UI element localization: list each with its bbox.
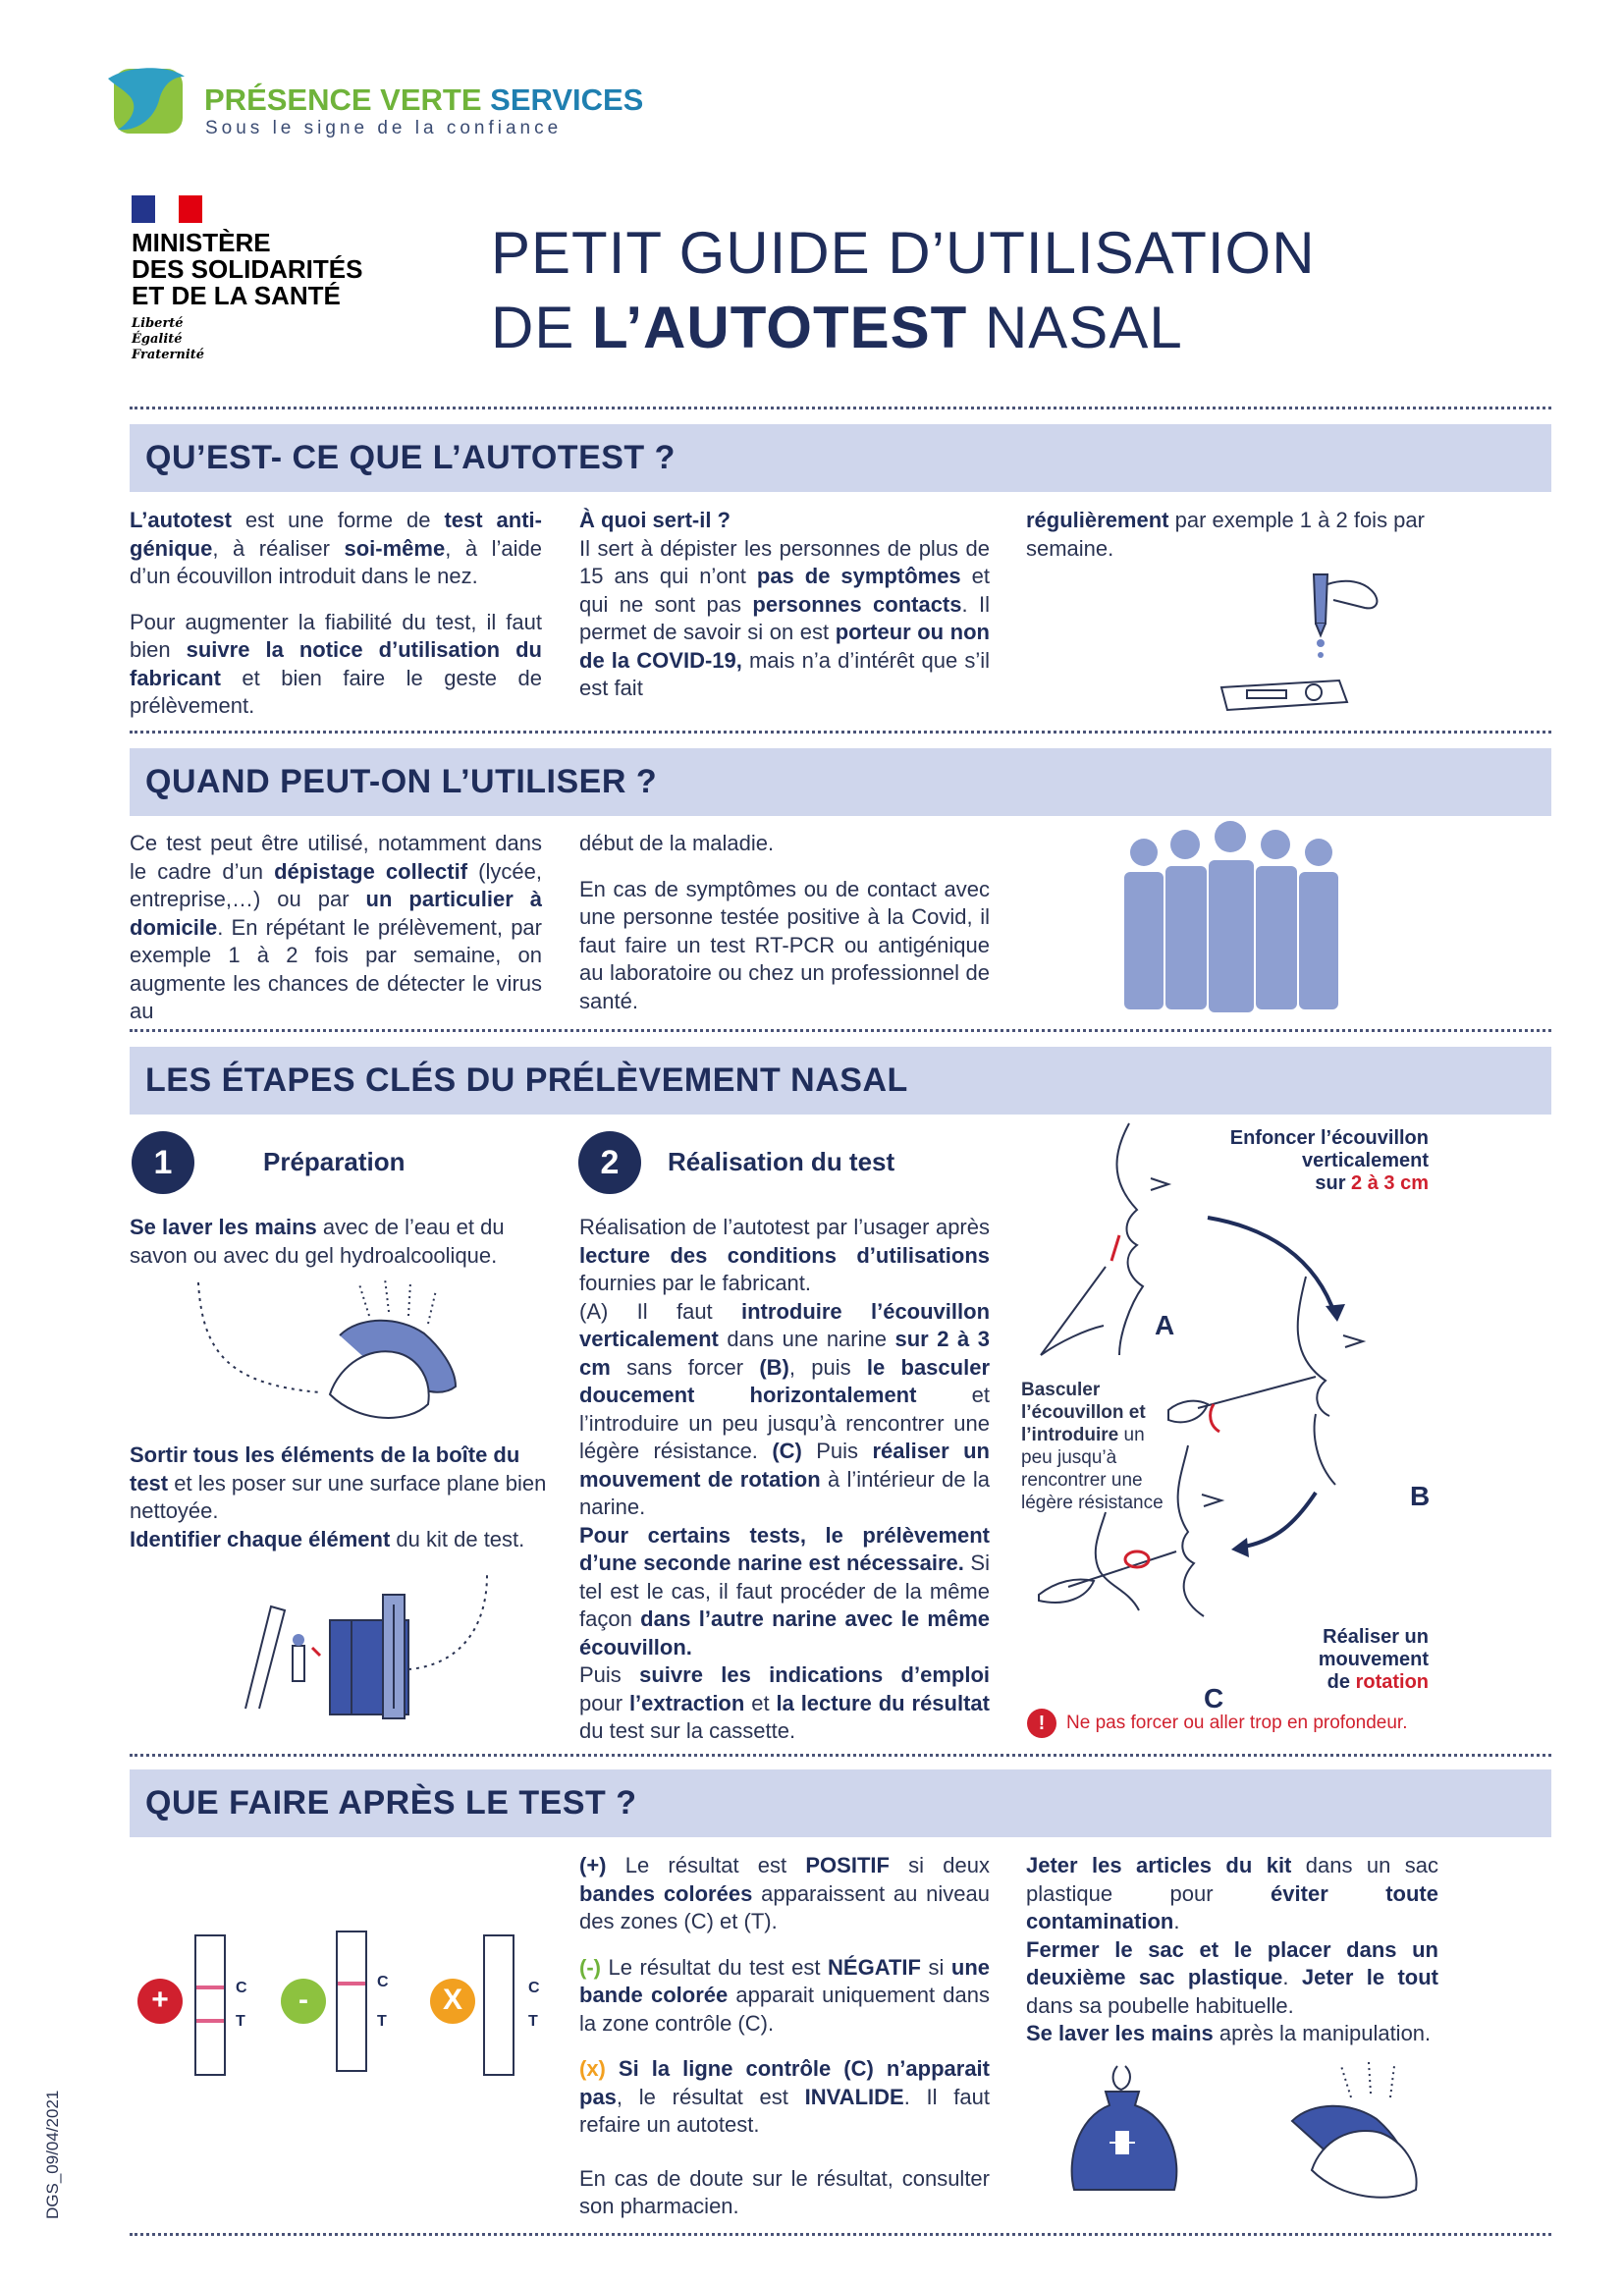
- figure-note-line: mouvement: [1318, 1649, 1429, 1670]
- step-1-number: 1: [132, 1131, 194, 1194]
- warning-icon: !: [1027, 1709, 1056, 1738]
- invalid-icon: X: [430, 1979, 475, 2024]
- step-2-title: Réalisation du test: [668, 1147, 895, 1176]
- section-heading: LES ÉTAPES CLÉS DU PRÉLÈVEMENT NASAL: [130, 1047, 1551, 1115]
- figure-note-insert: [1168, 1127, 1429, 1195]
- control-label: C: [377, 1974, 389, 1990]
- s1-subheading: À quoi sert-il ?: [579, 508, 731, 532]
- paragraph: Il sert à dépister les personnes de plus de 15 ans qui n’ont pas de symptômes et qui ne sont pas personnes contacts. Il permet de savoir si on est porteur ou non de la COVID-19, mais n’a d’intérêt que s’il est fait: [579, 535, 990, 700]
- title-line-2: [491, 291, 1316, 365]
- presence-verte-logo-icon: [104, 61, 190, 139]
- ministry-name: [132, 230, 362, 309]
- figure-note-line: Réaliser un: [1323, 1626, 1429, 1648]
- step-1-title: Préparation: [263, 1147, 406, 1176]
- divider: [130, 2233, 1551, 2236]
- section-heading: QUAND PEUT-ON L’UTILISER ?: [130, 748, 1551, 816]
- figure-note-line: sur 2 à 3 cm: [1315, 1172, 1429, 1194]
- section-heading: QUE FAIRE APRÈS LE TEST ?: [130, 1769, 1551, 1837]
- result-positive: (+) Le résultat est POSITIF si deux bandes colorées apparaissent au niveau des zones (C) et (T).: [579, 1853, 990, 1933]
- figure-label-b: B: [1410, 1481, 1431, 1511]
- warning-text: Ne pas forcer ou aller trop en profondeur.: [1066, 1713, 1408, 1733]
- divider: [130, 1029, 1551, 1032]
- french-flag-icon: [132, 195, 202, 223]
- figure-note-line: Enfoncer l’écouvillon: [1229, 1127, 1429, 1149]
- test-cassette-dropper-icon: [1218, 565, 1429, 722]
- s4-col-2: [579, 1852, 990, 2239]
- figure-note-line: de rotation: [1326, 1671, 1429, 1693]
- s2-col-2: [579, 830, 990, 1033]
- section-heading: QU’EST- CE QUE L’AUTOTEST ?: [130, 424, 1551, 492]
- figure-note-tilt: Basculer l’écouvillon et l’introduire un peu jusqu’à rencontrer une légère résistance: [1021, 1380, 1164, 1513]
- motto-line: Fraternité: [132, 348, 205, 362]
- s1-col-1: [130, 507, 542, 738]
- divider: [130, 731, 1551, 734]
- motto-line: Égalité: [132, 332, 183, 347]
- test-kit-items-icon: [242, 1571, 507, 1718]
- result-invalid: (x) Si la ligne contrôle (C) n’apparait pas, le résultat est INVALIDE. Il faut refaire un autotest.: [579, 2056, 990, 2137]
- negative-icon: -: [281, 1979, 326, 2024]
- brand-tagline: Sous le signe de la confiance: [205, 118, 563, 138]
- ministry-line: ET DE LA SANTÉ: [132, 281, 341, 310]
- result-negative: (-) Le résultat du test est NÉGATIF si une bande colorée apparait uniquement dans la zone contrôle (C).: [579, 1954, 990, 2036]
- title-prefix: DE: [491, 295, 593, 360]
- paragraph: En cas de symptômes ou de contact avec une personne testée positive à la Covid, il faut faire un test RT-PCR ou antigénique au laboratoire ou chez un professionnel de santé.: [579, 876, 990, 1013]
- step-1-text-a: Se laver les mains avec de l’eau et du savon ou avec du gel hydroalcoolique.: [130, 1215, 505, 1268]
- title-line-1: PETIT GUIDE D’UTILISATION: [491, 220, 1316, 286]
- control-line: [196, 1986, 224, 1989]
- brand-name: [204, 82, 643, 118]
- control-label: C: [528, 1980, 540, 1996]
- s2-col-1: Ce test peut être utilisé, notamment dans le cadre d’un dépistage collectif (lycée, entreprise,…) ou par un particulier à domicile. En répétant le prélèvement, par exemple 1 à 2 fois par semaine, on augmente les chances de détecter le virus au: [130, 831, 542, 1023]
- divider: [130, 407, 1551, 409]
- positive-icon: +: [137, 1979, 183, 2024]
- s1-col-2: [579, 507, 990, 703]
- test-label: T: [377, 2013, 387, 2030]
- paragraph: L’autotest est une forme de test anti-génique, à réaliser soi-même, à l’aide d’un écouvillon introduit dans le nez.: [130, 508, 542, 588]
- paragraph: début de la maladie.: [579, 831, 775, 855]
- step-2-number: 2: [578, 1131, 641, 1194]
- ministry-motto: [132, 316, 204, 363]
- paragraph: Pour augmenter la fiabilité du test, il faut bien suivre la notice d’utilisation du fabricant et bien faire le geste de prélèvement.: [130, 609, 542, 718]
- title-suffix: NASAL: [967, 295, 1183, 360]
- negative-test-strip: [336, 1931, 367, 2072]
- paragraph: régulièrement par exemple 1 à 2 fois par semaine.: [1026, 508, 1425, 561]
- s1-col-3: [1026, 507, 1448, 563]
- people-group-icon: [1114, 823, 1350, 1014]
- brand-name-green: PRÉSENCE VERTE: [204, 82, 482, 117]
- brand-name-blue: SERVICES: [490, 82, 644, 117]
- trash-bag-icon: [1060, 2062, 1188, 2200]
- divider: [130, 1754, 1551, 1757]
- s4-col-3: Jeter les articles du kit dans un sac plastique pour éviter toute contamination. Fermer le sac et le placer dans un deuxième sac plastique. Jeter le tout dans sa poubelle habituelle. Se laver les mains après la manipulation.: [1026, 1853, 1439, 2045]
- page-title: [491, 216, 1316, 365]
- ministry-line: MINISTÈRE: [132, 228, 271, 257]
- title-bold: L’AUTOTEST: [592, 295, 968, 360]
- control-line: [338, 1982, 365, 1986]
- hand-washing-icon: [1282, 2062, 1439, 2200]
- test-label: T: [528, 2013, 538, 2030]
- step-1-text-b: Sortir tous les éléments de la boîte du test et les poser sur une surface plane bien nettoyée. Identifier chaque élément du kit de test.: [130, 1442, 547, 1551]
- figure-note-rotate: [1276, 1626, 1429, 1694]
- motto-line: Liberté: [132, 316, 184, 331]
- ministry-line: DES SOLIDARITÉS: [132, 254, 363, 284]
- control-label: C: [236, 1980, 247, 1996]
- test-label: T: [236, 2013, 245, 2030]
- document-reference: DGS_09/04/2021: [43, 2090, 62, 2219]
- figure-note-line: verticalement: [1302, 1150, 1429, 1171]
- hand-washing-icon: [192, 1277, 467, 1443]
- doubt-note: En cas de doute sur le résultat, consulter son pharmacien.: [579, 2165, 990, 2218]
- positive-test-strip: [194, 1934, 226, 2076]
- invalid-test-strip: [483, 1934, 514, 2076]
- figure-label-a: A: [1155, 1310, 1175, 1340]
- figure-label-c: C: [1204, 1683, 1224, 1714]
- step-2-text: Réalisation de l’autotest par l’usager après lecture des conditions d’utilisations fournies par le fabricant. (A) Il faut introduire l’écouvillon verticalement dans une narine sur 2 à 3 cm sans forcer (B), puis le basculer doucement horizontalement et l’introduire un peu jusqu’à rencontrer une légère résistance. (C) Puis réaliser un mouvement de rotation à l’intérieur de la narine. Pour certains tests, le prélèvement d’une seconde narine est nécessaire. Si tel est le cas, il faut procéder de la même façon dans l’autre narine avec le même écouvillon. Puis suivre les indications d’emploi pour l’extraction et la lecture du résultat du test sur la cassette.: [579, 1215, 991, 1743]
- test-line: [196, 2019, 224, 2023]
